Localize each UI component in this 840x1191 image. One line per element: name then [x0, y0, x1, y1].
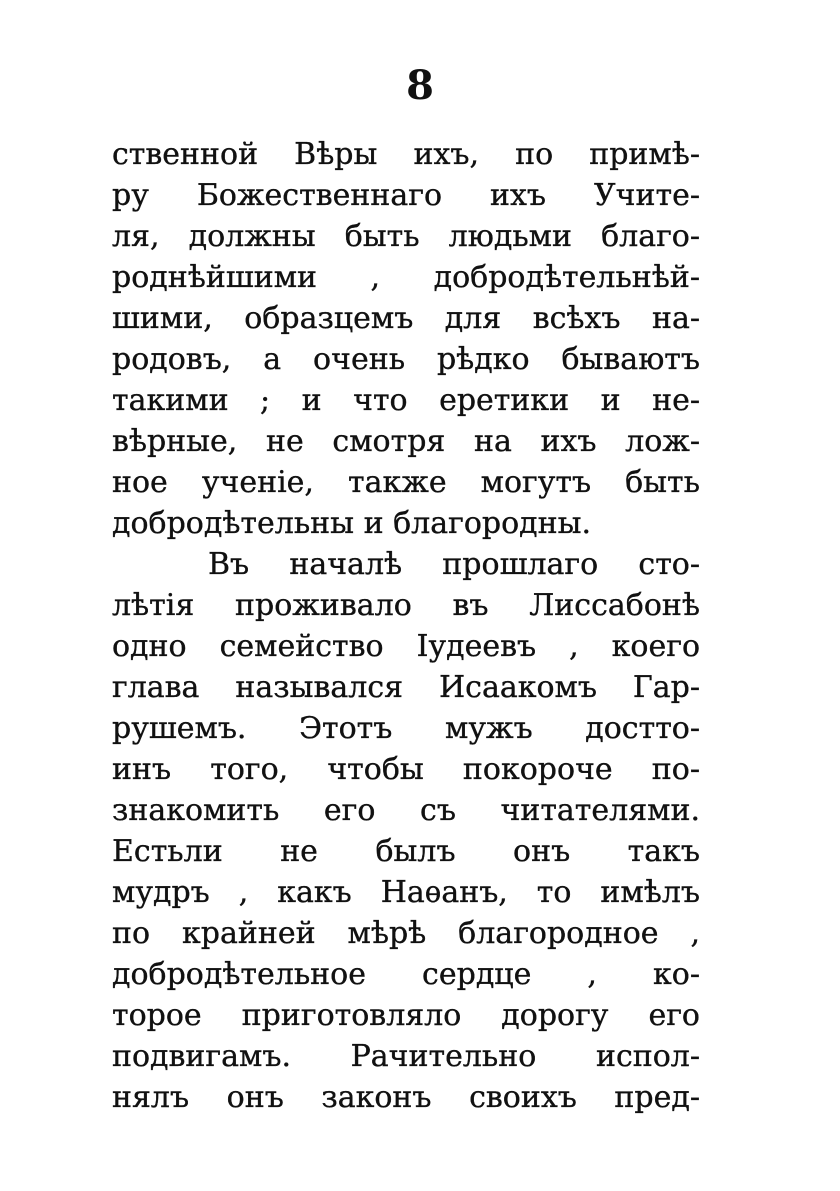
text-line: одно семейство Іудеевъ , коего — [112, 629, 700, 664]
text-line: рушемъ. Этотъ мужъ достто- — [112, 711, 700, 746]
body-text — [112, 134, 700, 1118]
text-line: ственной Вѣры ихъ, по примѣ- — [112, 137, 700, 172]
text-line: нялъ онъ законъ своихъ пред- — [112, 1080, 700, 1115]
text-line: шими, образцемъ для всѣхъ на- — [112, 301, 700, 336]
text-line: глава назывался Исаакомъ Гар- — [112, 670, 700, 705]
text-line: Естьли не былъ онъ такъ — [112, 834, 700, 869]
text-line-paragraph-end: добродѣтельны и благородны. — [112, 506, 592, 541]
text-line: мудръ , какъ Наѳанъ, то имѣлъ — [112, 875, 700, 910]
text-line: ру Божественнаго ихъ Учите- — [112, 178, 700, 213]
text-line: подвигамъ. Рачительно испол- — [112, 1039, 700, 1074]
text-line: лѣтія проживало въ Лиссабонѣ — [112, 588, 700, 623]
text-line: торое приготовляло дорогу его — [112, 998, 700, 1033]
text-line: добродѣтельное сердце , ко- — [112, 957, 700, 992]
text-line: инъ того, чтобы покороче по- — [112, 752, 700, 787]
text-line: такими ; и что еретики и не- — [112, 383, 700, 418]
text-line: родовъ, а очень рѣдко бываютъ — [112, 342, 700, 377]
text-line: ля, должны быть людьми благо- — [112, 219, 700, 254]
text-line: роднѣйшими , добродѣтельнѣй- — [112, 260, 700, 295]
page-number: 8 — [406, 62, 434, 109]
text-line-paragraph-start: Въ началѣ прошлаго сто- — [208, 547, 700, 582]
text-line: вѣрные, не смотря на ихъ лож- — [112, 424, 700, 459]
text-line: по крайней мѣрѣ благородное , — [112, 916, 700, 951]
text-line: ное ученіе, также могутъ быть — [112, 465, 700, 500]
text-line: знакомить его съ читателями. — [112, 793, 700, 828]
